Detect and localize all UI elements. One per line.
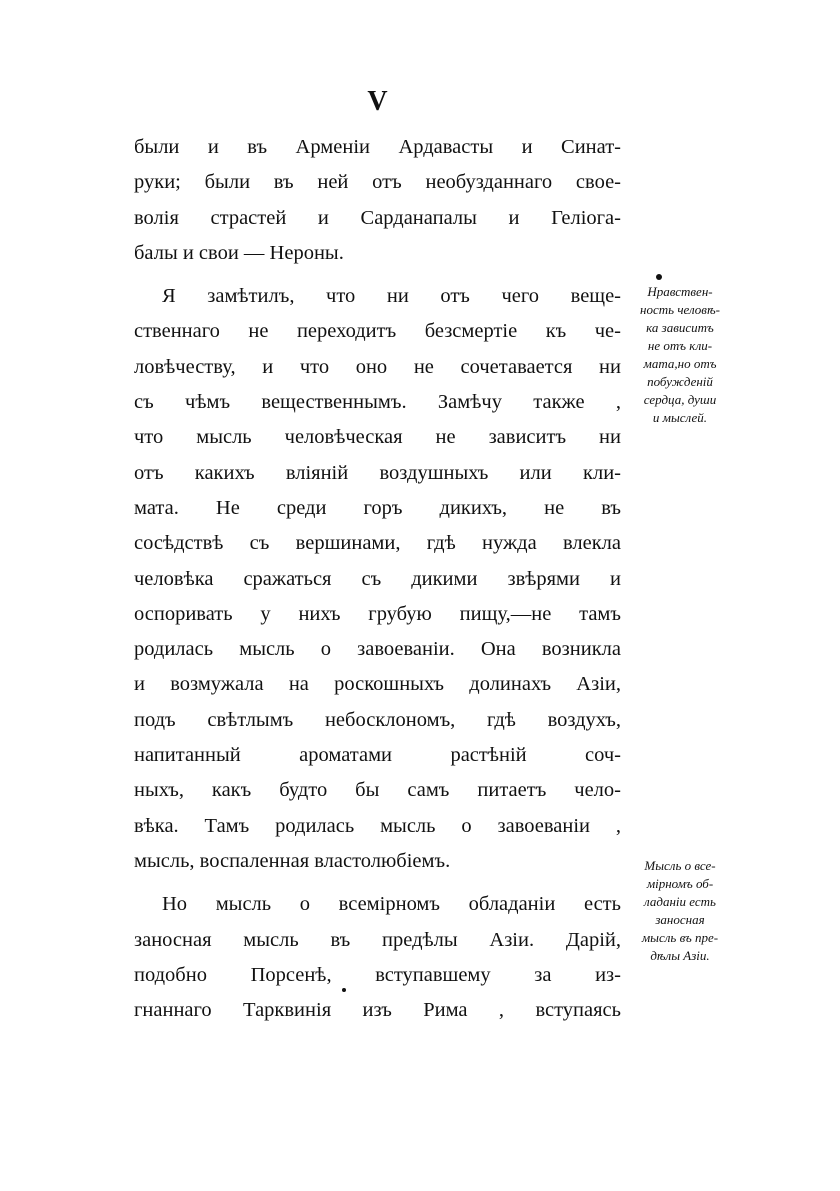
text-line: подъ свѣтлымъ небосклономъ, гдѣ воздухъ, [134, 708, 621, 731]
margin-note-line: мата,но отъ [643, 356, 717, 371]
margin-note-line: заносная [655, 912, 705, 927]
body-text [134, 130, 621, 1028]
margin-note-line: ность человѣ- [640, 302, 720, 317]
margin-note-line: ладаніи есть [644, 894, 716, 909]
text-line: вѣка. Тамъ родилась мысль о завоеваніи , [134, 814, 621, 837]
text-line: гнаннаго Тарквинія изъ Рима , вступаясь [134, 999, 621, 1022]
text-line: что мысль человѣческая не зависитъ ни [134, 426, 621, 449]
text-line: родилась мысль о завоеваніи. Она возникла [134, 638, 621, 661]
text-line: были и въ Арменіи Ардавасты и Синат- [134, 136, 621, 158]
text-line: заносная мысль въ предѣлы Азіи. Дарій, [134, 928, 621, 951]
text-line: балы и свои — Нероны. [134, 241, 344, 264]
text-line: сосѣдствѣ съ вершинами, гдѣ нужда влекла [134, 532, 621, 555]
margin-note-line: сердца, души [643, 392, 717, 407]
text-line: ныхъ, какъ будто бы самъ питаетъ чело- [134, 779, 621, 802]
text-line: и возмужала на роскошныхъ долинахъ Азіи, [134, 673, 621, 696]
text-line: напитанный ароматами растѣній соч- [134, 744, 621, 767]
margin-note-line: дѣлы Азіи. [650, 948, 710, 963]
ink-dot [342, 988, 346, 992]
margin-note [622, 283, 738, 427]
margin-note-line: Мысль о все- [644, 858, 716, 873]
page-number: V [367, 86, 388, 117]
text-line: ловѣчеству, и что оно не сочетавается ни [134, 355, 621, 378]
text-line: Но мысль о всемірномъ обладаніи есть [162, 893, 621, 916]
text-line: Я замѣтилъ, что ни отъ чего веще- [162, 285, 621, 308]
ink-dot [656, 274, 662, 280]
margin-note-line: Нравствен- [647, 284, 713, 299]
text-line: руки; были въ ней отъ необузданнаго свое- [134, 171, 621, 194]
text-line: мысль, воспаленная властолюбіемъ. [134, 849, 451, 872]
text-line: ственнаго не переходитъ безсмертіе къ че- [134, 320, 621, 343]
margin-note-line: и мыслей. [652, 410, 708, 425]
text-line: подобно Порсенѣ, вступавшему за из- [134, 963, 621, 986]
text-line: волія страстей и Сарданапалы и Геліога- [134, 206, 621, 229]
text-line: оспоривать у нихъ грубую пищу,—не тамъ [134, 602, 621, 625]
margin-note [622, 857, 738, 965]
margin-note-line: побужденій [647, 374, 713, 389]
margin-note-line: мысль въ пре- [641, 930, 719, 945]
margin-note-line: мірномъ об- [646, 876, 714, 891]
text-line: человѣка сражаться съ дикими звѣрями и [134, 567, 621, 590]
text-line: мата. Не среди горъ дикихъ, не въ [134, 496, 621, 519]
margin-note-line: ка зависитъ [646, 320, 714, 335]
text-line: отъ какихъ вліяній воздушныхъ или кли- [134, 461, 621, 484]
margin-note-line: не отъ кли- [647, 338, 713, 353]
text-line: съ чѣмъ вещественнымъ. Замѣчу также , [134, 391, 621, 414]
